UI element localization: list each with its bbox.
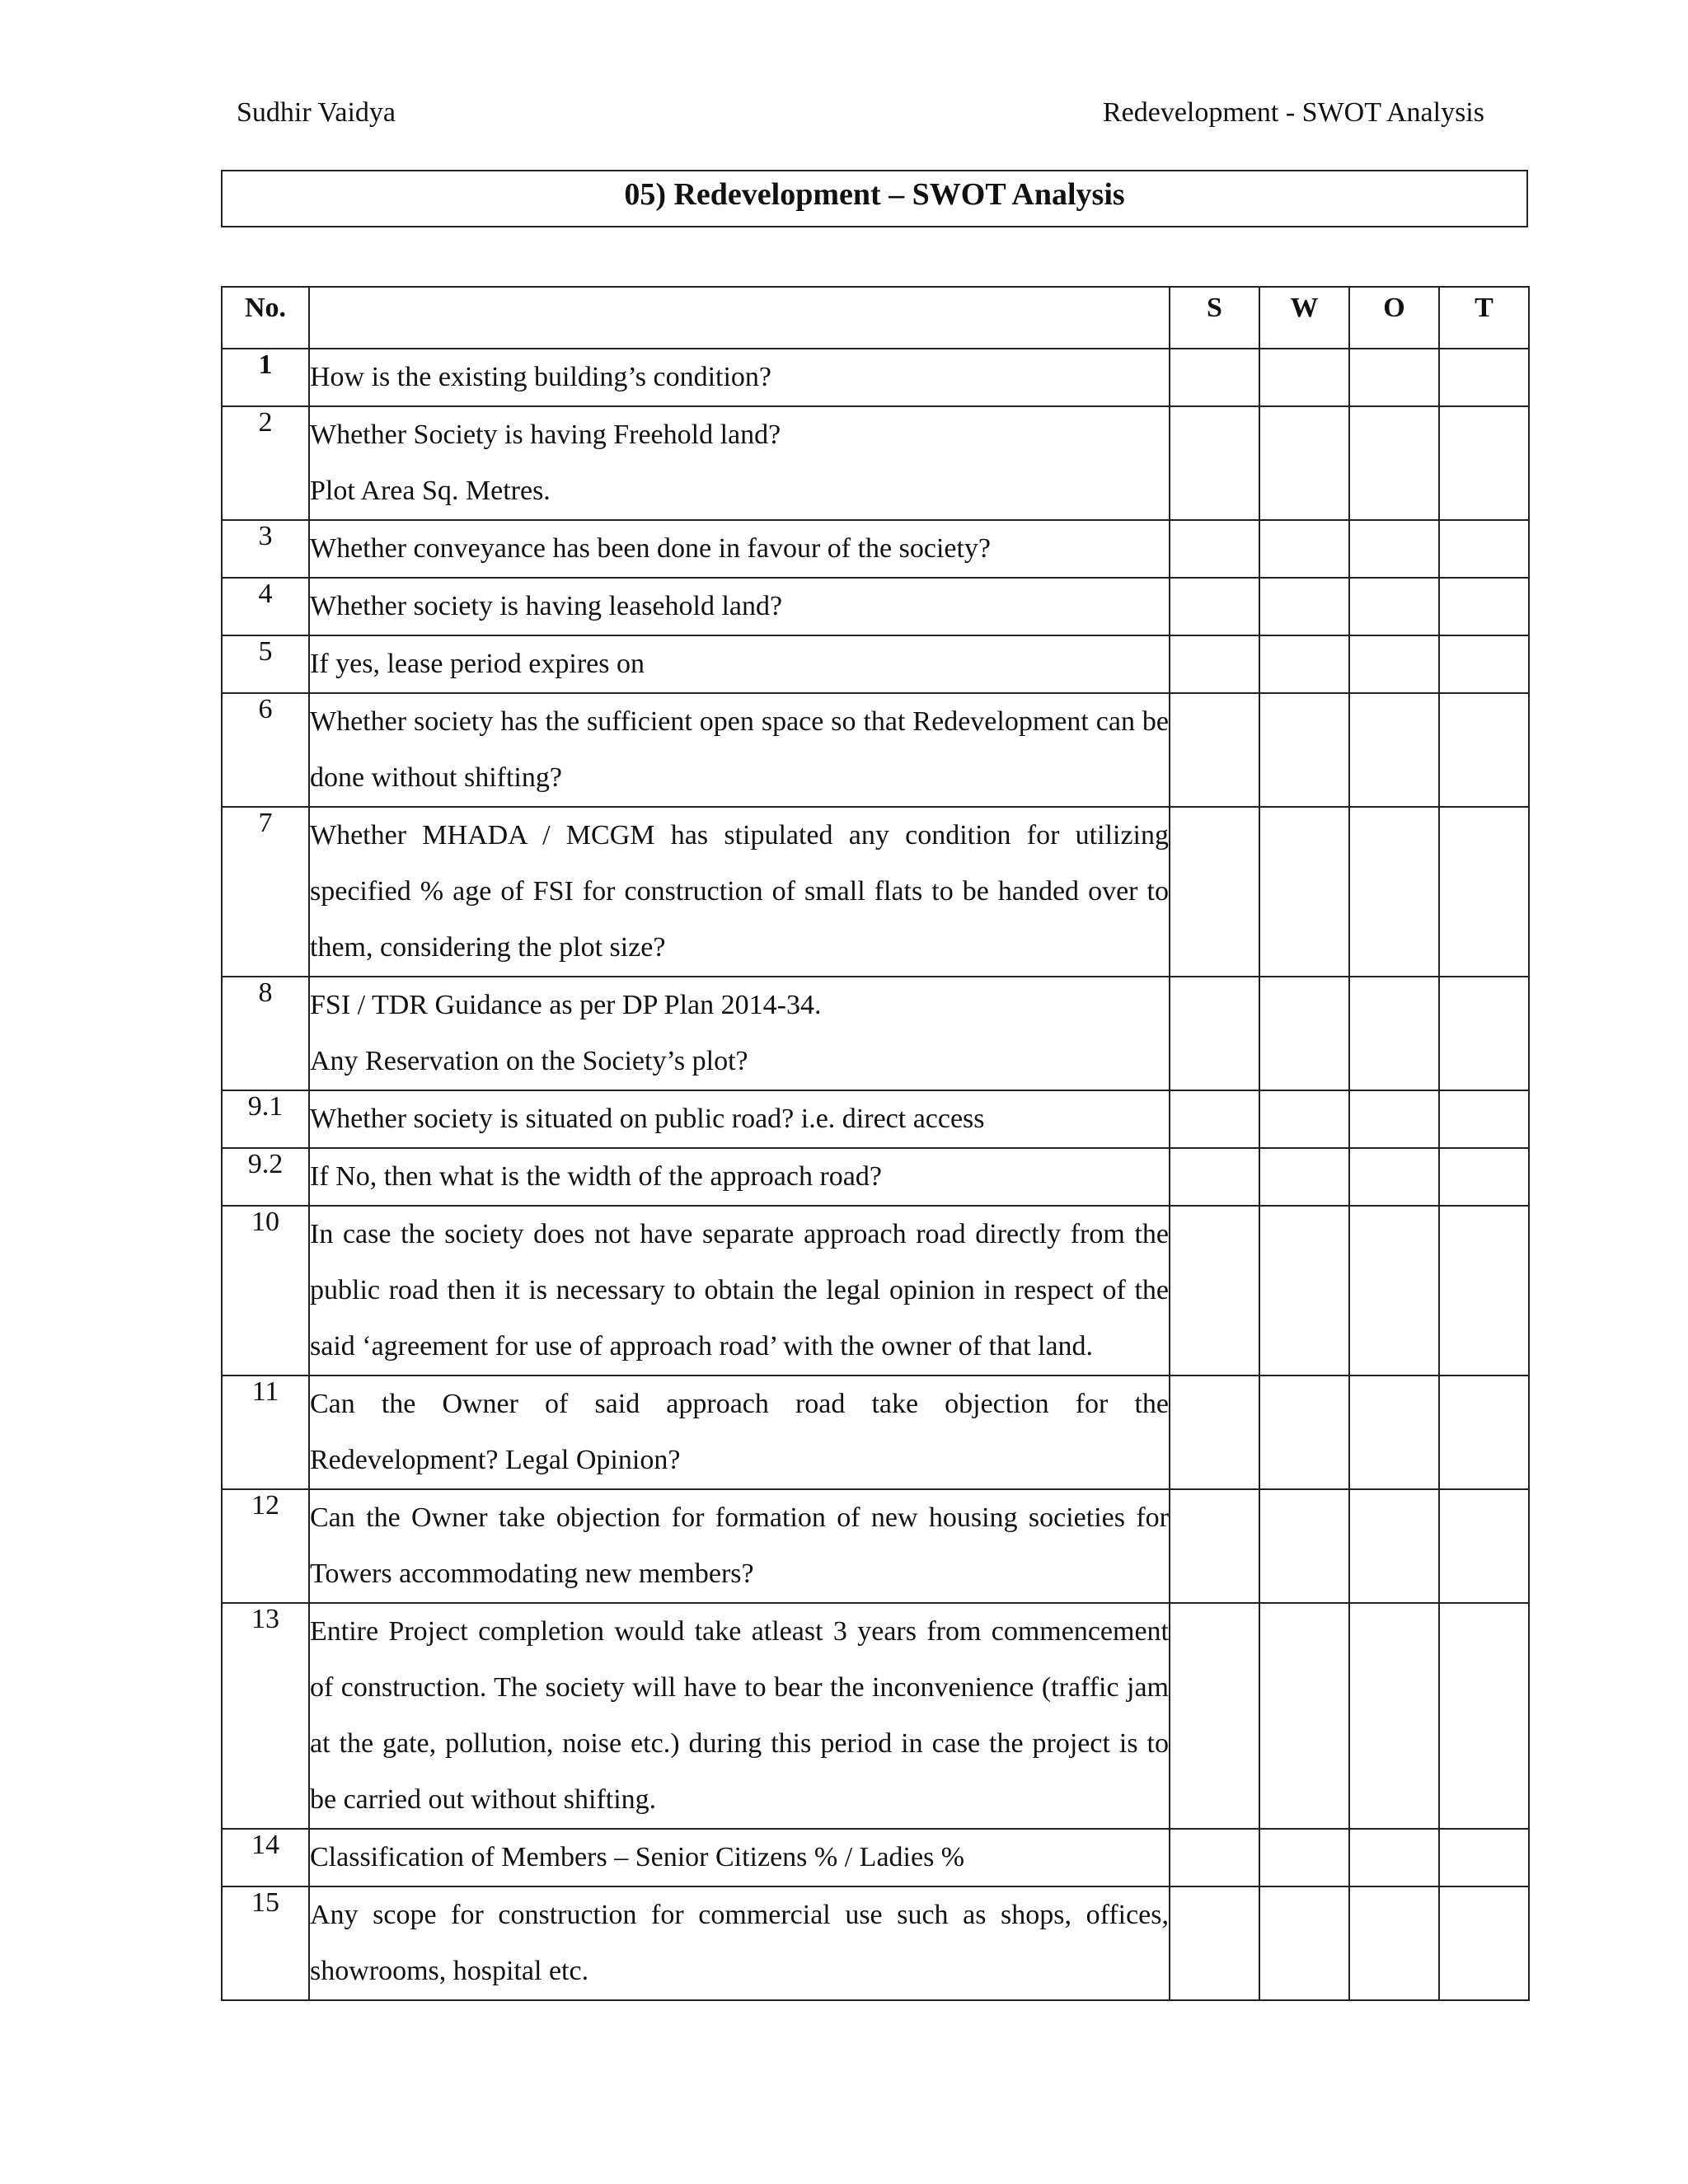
swot-cell-w[interactable] [1259,1489,1349,1603]
swot-cell-t[interactable] [1439,1090,1529,1148]
table-row [222,349,1529,406]
question-text: Whether society has the sufficient open space so that Redevelopment can be done without shifting? [310,706,1169,793]
col-header-t: T [1439,287,1529,349]
swot-cell-w[interactable] [1259,349,1349,406]
swot-cell-s[interactable] [1170,635,1259,693]
table-row [222,1206,1529,1376]
question-cell [309,977,1170,1090]
swot-cell-o[interactable] [1349,1886,1439,2000]
swot-cell-s[interactable] [1170,520,1259,578]
swot-cell-s[interactable] [1170,1148,1259,1206]
swot-cell-w[interactable] [1259,1376,1349,1489]
swot-cell-t[interactable] [1439,349,1529,406]
row-number: 13 [222,1603,309,1829]
col-header-question [309,287,1170,349]
swot-cell-s[interactable] [1170,807,1259,977]
row-number: 10 [222,1206,309,1376]
swot-cell-o[interactable] [1349,1376,1439,1489]
col-header-s: S [1170,287,1259,349]
row-number: 5 [222,635,309,693]
swot-cell-t[interactable] [1439,1886,1529,2000]
swot-cell-t[interactable] [1439,977,1529,1090]
question-cell [309,349,1170,406]
row-number: 14 [222,1829,309,1886]
swot-cell-t[interactable] [1439,1206,1529,1376]
question-cell [309,520,1170,578]
swot-cell-s[interactable] [1170,1886,1259,2000]
swot-cell-t[interactable] [1439,807,1529,977]
table-header-row [222,287,1529,349]
swot-cell-t[interactable] [1439,693,1529,807]
row-number: 12 [222,1489,309,1603]
swot-cell-w[interactable] [1259,578,1349,635]
question-cell [309,1489,1170,1603]
swot-cell-s[interactable] [1170,1206,1259,1376]
question-text: Any scope for construction for commercial use such as shops, offices, showrooms, hospital etc. [310,1900,1169,1986]
swot-cell-t[interactable] [1439,635,1529,693]
question-cell [309,1376,1170,1489]
question-text: Whether conveyance has been done in favour of the society? [310,533,992,564]
question-cell [309,1090,1170,1148]
question-text: Plot Area Sq. Metres. [310,476,551,506]
question-cell [309,578,1170,635]
table-row [222,578,1529,635]
table-row [222,1603,1529,1829]
col-header-w: W [1259,287,1349,349]
row-number: 8 [222,977,309,1090]
swot-cell-o[interactable] [1349,406,1439,520]
swot-cell-w[interactable] [1259,1148,1349,1206]
header-author: Sudhir Vaidya [237,97,396,128]
row-number: 7 [222,807,309,977]
swot-cell-s[interactable] [1170,977,1259,1090]
swot-cell-s[interactable] [1170,693,1259,807]
swot-cell-o[interactable] [1349,578,1439,635]
swot-cell-o[interactable] [1349,807,1439,977]
question-cell [309,1206,1170,1376]
swot-cell-s[interactable] [1170,406,1259,520]
question-text: Whether society is situated on public road? i.e. direct access [310,1104,985,1134]
question-text: How is the existing building’s condition? [310,362,772,392]
question-text: In case the society does not have separate approach road directly from the public road then it is necessary to obtain the legal opinion in respect of the said ‘agreement for use of approach road’ with the owner of that land. [310,1219,1169,1361]
question-text: If No, then what is the width of the approach road? [310,1161,882,1192]
swot-cell-t[interactable] [1439,1148,1529,1206]
page-title-text: 05) Redevelopment – SWOT Analysis [624,177,1125,212]
table-row [222,1090,1529,1148]
row-number: 2 [222,406,309,520]
question-cell [309,1829,1170,1886]
swot-cell-t[interactable] [1439,1489,1529,1603]
table-row [222,635,1529,693]
row-number: 15 [222,1886,309,2000]
swot-cell-o[interactable] [1349,1603,1439,1829]
question-text: Any Reservation on the Society’s plot? [310,1046,748,1076]
swot-cell-t[interactable] [1439,1829,1529,1886]
swot-cell-w[interactable] [1259,1090,1349,1148]
table-row [222,977,1529,1090]
swot-cell-w[interactable] [1259,693,1349,807]
question-text: FSI / TDR Guidance as per DP Plan 2014-34. [310,990,822,1020]
swot-cell-o[interactable] [1349,977,1439,1090]
col-header-o: O [1349,287,1439,349]
table-row [222,1829,1529,1886]
swot-cell-s[interactable] [1170,1603,1259,1829]
swot-cell-w[interactable] [1259,977,1349,1090]
swot-cell-s[interactable] [1170,1829,1259,1886]
row-number: 6 [222,693,309,807]
row-number: 4 [222,578,309,635]
row-number: 9.2 [222,1148,309,1206]
question-cell [309,1148,1170,1206]
row-number: 1 [222,349,309,406]
row-number: 9.1 [222,1090,309,1148]
question-cell [309,693,1170,807]
swot-cell-w[interactable] [1259,1829,1349,1886]
question-cell [309,635,1170,693]
row-number: 3 [222,520,309,578]
swot-cell-w[interactable] [1259,635,1349,693]
question-text: Entire Project completion would take atleast 3 years from commencement of construction. The society will have to bear the inconvenience (traffic jam at the gate, pollution, noise etc.) during this period in case the project is to be carried out without shifting. [310,1616,1169,1815]
table-row [222,1886,1529,2000]
swot-cell-w[interactable] [1259,520,1349,578]
question-text: Can the Owner take objection for formation of new housing societies for Towers accommodating new members? [310,1502,1169,1589]
swot-cell-o[interactable] [1349,1489,1439,1603]
swot-cell-s[interactable] [1170,1489,1259,1603]
swot-cell-t[interactable] [1439,406,1529,520]
swot-cell-s[interactable] [1170,1376,1259,1489]
question-text: Whether society is having leasehold land? [310,591,783,621]
swot-cell-s[interactable] [1170,1090,1259,1148]
row-number: 11 [222,1376,309,1489]
swot-cell-t[interactable] [1439,1603,1529,1829]
swot-cell-o[interactable] [1349,349,1439,406]
header-doc-title: Redevelopment - SWOT Analysis [1102,97,1484,128]
table-row [222,1148,1529,1206]
swot-cell-w[interactable] [1259,807,1349,977]
table-row [222,693,1529,807]
swot-cell-s[interactable] [1170,349,1259,406]
swot-cell-o[interactable] [1349,635,1439,693]
question-text: Classification of Members – Senior Citizens % / Ladies % [310,1842,965,1872]
swot-cell-w[interactable] [1259,1603,1349,1829]
table-row [222,406,1529,520]
question-text: Whether MHADA / MCGM has stipulated any condition for utilizing specified % age of FSI for construction of small flats to be handed over to them, considering the plot size? [310,820,1169,963]
swot-cell-w[interactable] [1259,1886,1349,2000]
swot-table [221,286,1530,2001]
page-title [221,170,1528,227]
table-row [222,520,1529,578]
question-cell [309,406,1170,520]
question-cell [309,1886,1170,2000]
swot-cell-s[interactable] [1170,578,1259,635]
swot-cell-o[interactable] [1349,1090,1439,1148]
swot-cell-w[interactable] [1259,406,1349,520]
table-row [222,1376,1529,1489]
swot-cell-t[interactable] [1439,1376,1529,1489]
swot-cell-o[interactable] [1349,693,1439,807]
swot-cell-w[interactable] [1259,1206,1349,1376]
question-text: Whether Society is having Freehold land? [310,419,781,450]
table-row [222,807,1529,977]
question-text: If yes, lease period expires on [310,649,645,679]
swot-cell-t[interactable] [1439,578,1529,635]
swot-cell-o[interactable] [1349,520,1439,578]
question-text: Can the Owner of said approach road take objection for the Redevelopment? Legal Opinion? [310,1389,1169,1475]
swot-cell-t[interactable] [1439,520,1529,578]
swot-cell-o[interactable] [1349,1148,1439,1206]
swot-cell-o[interactable] [1349,1829,1439,1886]
question-cell [309,1603,1170,1829]
table-row [222,1489,1529,1603]
question-cell [309,807,1170,977]
col-header-no: No. [222,287,309,349]
swot-cell-o[interactable] [1349,1206,1439,1376]
